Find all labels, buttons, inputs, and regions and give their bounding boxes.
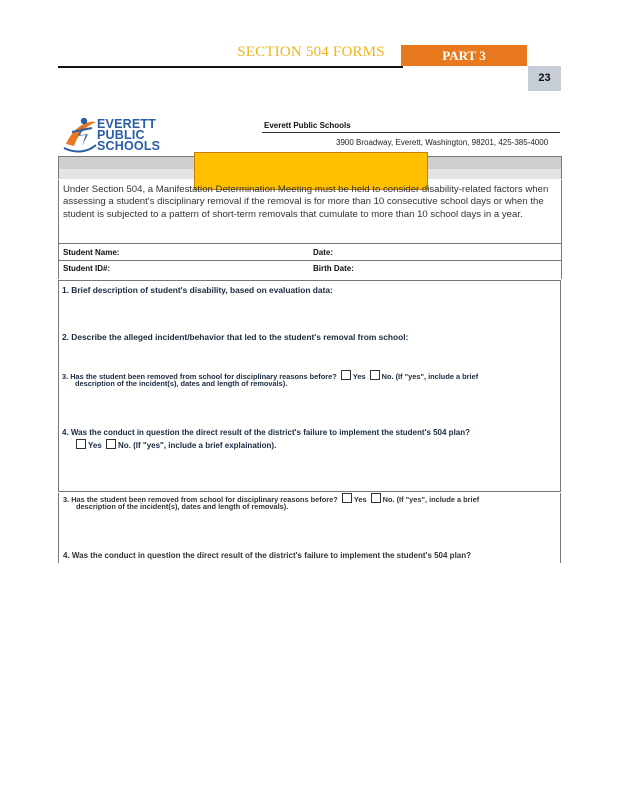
logo-wordmark [97,119,160,152]
logo-line-1: EVERETT [97,117,157,131]
q4-no-label: No. (If "yes", include a brief explaination). [118,441,277,450]
student-id-row [58,260,562,279]
student-name-row [58,243,562,260]
student-id-label: Student ID#: [63,264,111,273]
form-intro-text: Under Section 504, a Manifestation Determination Meeting must be held to consider disability-related factors when assessing a student's disciplinary removal if the removal is for more than 10 consecutive school days or when the student is subjected to a pattern of short-term removals that cumulate to more than 10 school days in a year. [58,180,562,246]
header-rule [58,66,403,68]
q3-yes-label: Yes [352,372,366,381]
q4-yes-label: Yes [88,441,102,450]
q3-no-checkbox[interactable] [370,370,380,380]
question-3-continuation: description of the incident(s), dates and length of removals). [75,379,288,388]
dup-q3-yes-checkbox [342,493,352,503]
district-name: Everett Public Schools [264,121,351,130]
student-name-label: Student Name: [63,248,120,257]
logo-line-2: PUBLIC [97,128,145,142]
duplicate-fragment [58,493,561,563]
q3-no-label: No. (If "yes", include a brief [381,372,479,381]
q4-yes-checkbox[interactable] [76,439,86,449]
question-2: 2. Describe the alleged incident/behavior that led to the student's removal from school: [62,332,409,342]
section-title: SECTION 504 FORMS [237,44,385,60]
question-3-text: 3. Has the student been removed from school for disciplinary reasons before? [62,372,337,381]
logo-line-3: SCHOOLS [97,139,161,153]
page-number: 23 [528,66,561,91]
question-4: 4. Was the conduct in question the direct result of the district's failure to implement the student's 504 plan? [62,428,471,437]
dup-question-4: 4. Was the conduct in question the direct result of the district's failure to implement the student's 504 plan? [63,551,472,560]
question-1: 1. Brief description of student's disability, based on evaluation data: [62,285,333,295]
dup-question-3-continuation: description of the incident(s), dates and length of removals). [76,502,289,511]
district-address: 3900 Broadway, Everett, Washington, 98201, 425-385-4000 [336,138,549,147]
district-rule [262,132,560,133]
q3-yes-checkbox[interactable] [341,370,351,380]
part-label: PART 3 [401,45,527,66]
birth-date-label: Birth Date: [313,264,354,273]
date-label: Date: [313,248,334,257]
dup-question-3-text: 3. Has the student been removed from school for disciplinary reasons before? [63,495,338,504]
question-4-options [74,439,276,450]
dup-q3-no-checkbox [371,493,381,503]
dup-q3-yes-label: Yes [353,495,367,504]
q4-no-checkbox[interactable] [106,439,116,449]
dup-q3-no-label: No. (If "yes", include a brief [382,495,480,504]
